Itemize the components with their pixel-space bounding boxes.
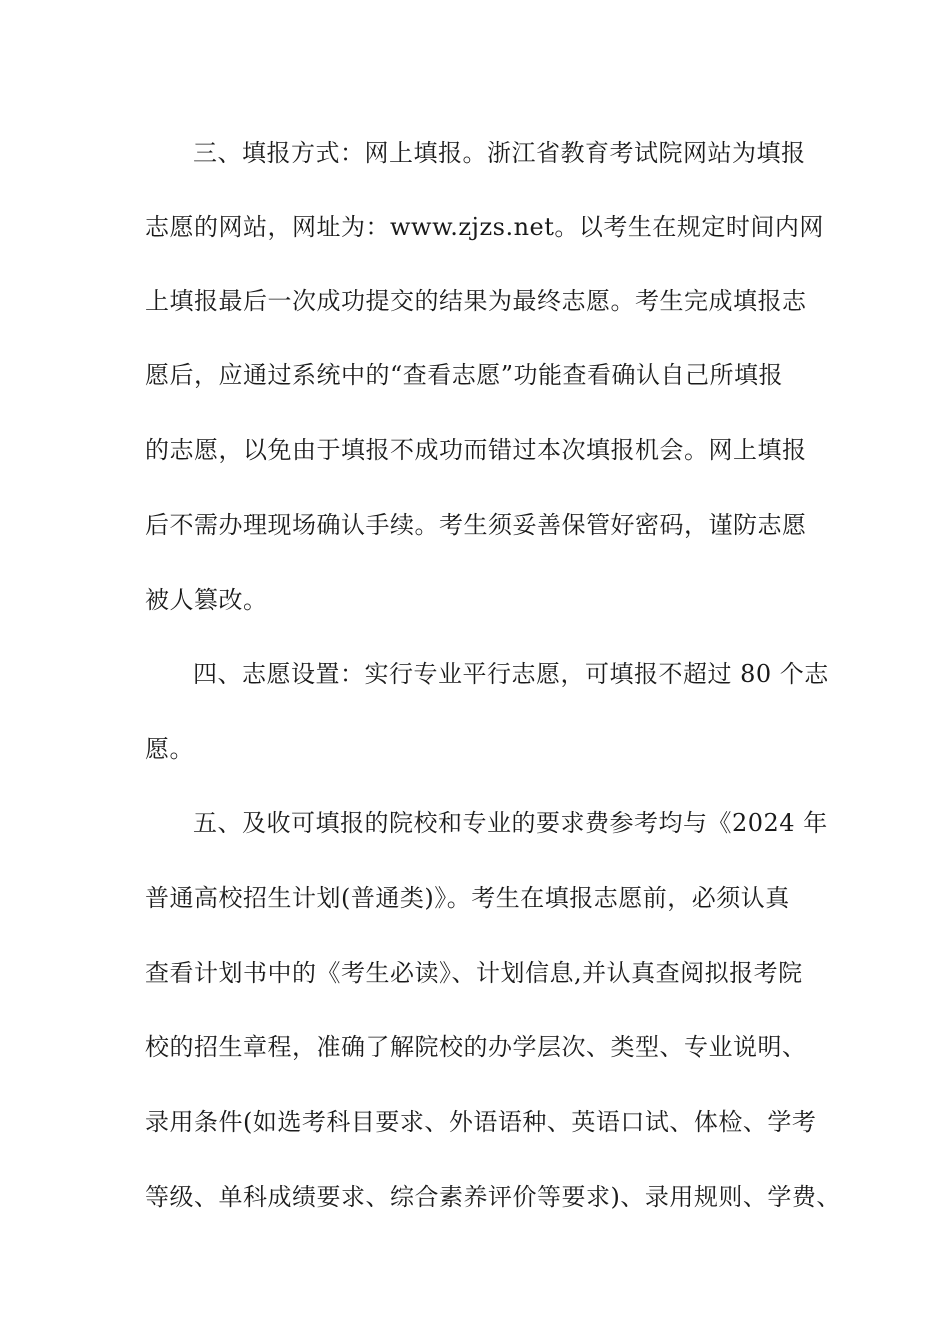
text-line: 后不需办理现场确认手续。考生须妥善保管好密码，谨防志愿 <box>145 511 807 539</box>
text-line: 查看计划书中的《考生必读》、计划信息,并认真查阅拟报考院 <box>145 959 803 987</box>
text-line: 上填报最后一次成功提交的结果为最终志愿。考生完成填报志 <box>145 287 807 315</box>
text-line: 五、及收可填报的院校和专业的要求费参考均与《2024 年 <box>193 809 828 837</box>
text-line: 录用条件(如选考科目要求、外语语种、英语口试、体检、学考 <box>145 1108 817 1136</box>
text-line: 志愿的网站，网址为：www.zjzs.net。以考生在规定时间内网 <box>145 213 824 241</box>
text-line: 愿后，应通过系统中的“查看志愿”功能查看确认自己所填报 <box>145 361 784 389</box>
text-line: 三、填报方式：网上填报。浙江省教育考试院网站为填报 <box>193 139 806 167</box>
text-line: 四、志愿设置：实行专业平行志愿，可填报不超过 80 个志 <box>193 660 829 688</box>
text-line: 的志愿，以免由于填报不成功而错过本次填报机会。网上填报 <box>145 436 807 464</box>
text-line: 愿。 <box>145 735 194 763</box>
text-line: 等级、单科成绩要求、综合素养评价等要求)、录用规则、学费、 <box>145 1183 841 1211</box>
text-line: 普通高校招生计划(普通类)》。考生在填报志愿前，必须认真 <box>145 884 790 912</box>
text-line: 校的招生章程，准确了解院校的办学层次、类型、专业说明、 <box>145 1033 807 1061</box>
text-line: 被人篡改。 <box>145 586 268 614</box>
